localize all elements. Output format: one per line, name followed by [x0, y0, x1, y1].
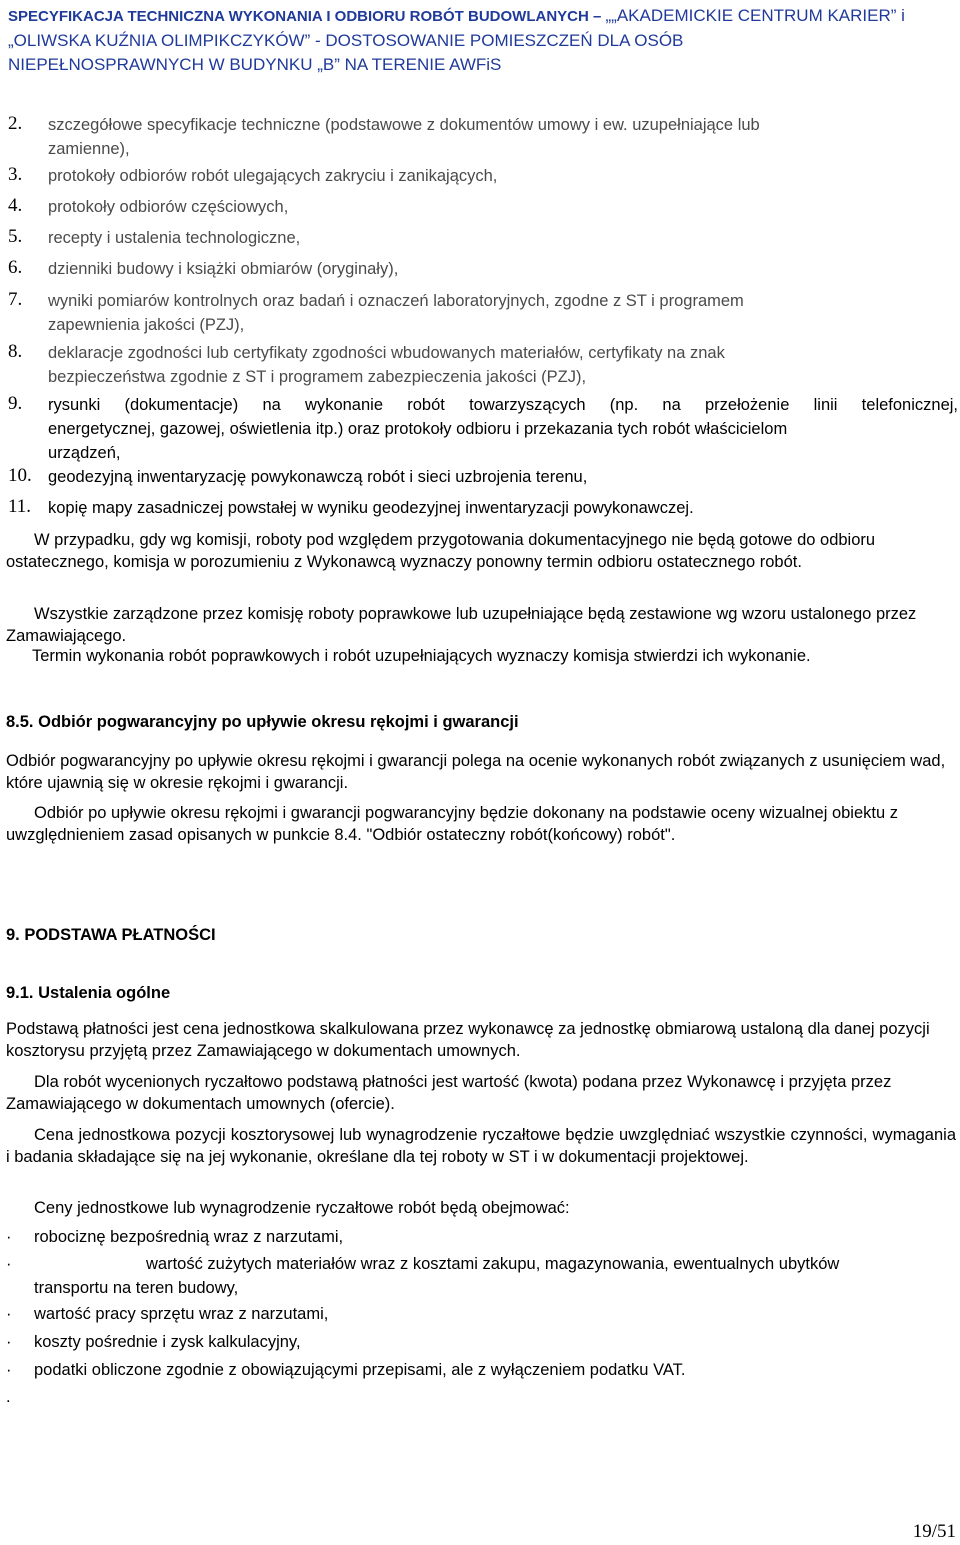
- list-number: 9.: [8, 393, 23, 414]
- header-line-2: „OLIWSKA KUŹNIA OLIMPIKCZYKÓW” - DOSTOSOWANIE POMIESZCZEŃ DLA OSÓB: [8, 31, 684, 50]
- paragraph: Dla robót wycenionych ryczałtowo podstawą płatności jest wartość (kwota) podana przez Wykonawcę i przyjęta przez Zamawiającego w dokumentach umownych (ofercie).: [6, 1073, 892, 1113]
- header-title-rest: „„AKADEMICKIE CENTRUM KARIER” i: [605, 6, 905, 25]
- paragraph: Podstawą płatności jest cena jednostkowa skalkulowana przez wykonawcę za jednostkę obmiarową ustaloną dla danej pozycji kosztorysu przyjętą przez Zamawiającego w dokumentach umownych.: [6, 1020, 930, 1060]
- list-text: kopię mapy zasadniczej powstałej w wyniku geodezyjnej inwentaryzacji powykonawczej.: [48, 499, 694, 517]
- document-header: [8, 4, 956, 77]
- paragraph: Odbiór po upływie okresu rękojmi i gwarancji pogwarancyjny będzie dokonany na podstawie oceny wizualnej obiektu z uwzględnieniem zasad opisanych w punkcie 8.4. "Odbiór ostateczny robót(końcowy) robót".: [6, 804, 898, 844]
- list-number: 7.: [8, 289, 23, 310]
- list-text: protokoły odbiorów robót ulegających zakryciu i zanikających,: [48, 167, 498, 185]
- paragraph: Cena jednostkowa pozycji kosztorysowej lub wynagrodzenie ryczałtowe będzie uwzględniać wszystkie czynności, wymagania i badania składające się na jej wykonanie, określane dla tej roboty w ST i w dokumentacji projektowej.: [6, 1126, 956, 1166]
- list-number: 4.: [8, 195, 23, 216]
- list-text: wyniki pomiarów kontrolnych oraz badań i oznaczeń laboratoryjnych, zgodne z ST i programem zapewnienia jakości (PZJ),: [48, 292, 744, 334]
- page-number: 19/51: [912, 1521, 956, 1542]
- list-number: 2.: [8, 113, 23, 134]
- bullet-text: koszty pośrednie i zysk kalkulacyjny,: [34, 1333, 301, 1351]
- bullet-marker: ·: [6, 1333, 12, 1351]
- paragraph: Wszystkie zarządzone przez komisję roboty poprawkowe lub uzupełniające będą zestawione wg wzoru ustalonego przez Zamawiającego.: [6, 605, 917, 645]
- list-text: dzienniki budowy i książki obmiarów (oryginały),: [48, 260, 399, 278]
- paragraph: Ceny jednostkowe lub wynagrodzenie ryczałtowe robót będą obejmować:: [34, 1199, 570, 1217]
- list-number: 6.: [8, 257, 23, 278]
- header-line-3: NIEPEŁNOSPRAWNYCH W BUDYNKU „B” NA TERENIE AWFiS: [8, 55, 502, 74]
- list-text: szczegółowe specyfikacje techniczne (podstawowe z dokumentów umowy i ew. uzupełniające lub zamienne),: [48, 116, 760, 158]
- bullet-text: wartość pracy sprzętu wraz z narzutami,: [34, 1305, 329, 1323]
- section-heading: 9. PODSTAWA PŁATNOŚCI: [6, 926, 216, 944]
- header-title-bold: SPECYFIKACJA TECHNICZNA WYKONANIA I ODBIORU ROBÓT BUDOWLANYCH –: [8, 8, 606, 25]
- bullet-text: wartość zużytych materiałów wraz z kosztami zakupu, magazynowania, ewentualnych ubytków transportu na teren budowy,: [34, 1255, 840, 1297]
- paragraph: W przypadku, gdy wg komisji, roboty pod względem przygotowania dokumentacyjnego nie będą gotowe do odbioru ostatecznego, komisja w porozumieniu z Wykonawcą wyznaczy ponowny termin odbioru ostatecznego robót.: [6, 531, 876, 571]
- list-text: recepty i ustalenia technologiczne,: [48, 229, 301, 247]
- bullet-text: robociznę bezpośrednią wraz z narzutami,: [34, 1228, 344, 1246]
- bullet-marker: ·: [6, 1305, 12, 1323]
- list-number: 10.: [8, 465, 32, 486]
- paragraph: Odbiór pogwarancyjny po upływie okresu rękojmi i gwarancji polega na ocenie wykonanych robót związanych z usunięciem wad, które ujawnią się w okresie rękojmi i gwarancji.: [6, 752, 946, 792]
- list-number: 11.: [8, 496, 32, 517]
- bullet-marker: ·: [6, 1228, 12, 1246]
- bullet-marker: ·: [6, 1255, 12, 1273]
- list-number: 5.: [8, 226, 23, 247]
- list-text: deklaracje zgodności lub certyfikaty zgodności wbudowanych materiałów, certyfikaty na znak bezpieczeństwa zgodnie z ST i programem zabezpieczenia jakości (PZJ),: [48, 344, 725, 386]
- list-number: 3.: [8, 164, 23, 185]
- list-text: geodezyjną inwentaryzację powykonawczą robót i sieci uzbrojenia terenu,: [48, 468, 588, 486]
- bullet-marker: ·: [6, 1361, 12, 1379]
- list-text: rysunki (dokumentacje) na wykonanie robót towarzyszących (np. na przełożenie linii telefonicznej, energetycznej, gazowej, oświetlenia itp.) oraz protokoły odbioru i przekazania tych robót właścicielom urządzeń,: [48, 396, 958, 462]
- section-heading: 9.1. Ustalenia ogólne: [6, 984, 171, 1002]
- bullet-marker: .: [6, 1388, 11, 1406]
- list-text: protokoły odbiorów częściowych,: [48, 198, 289, 216]
- paragraph: Termin wykonania robót poprawkowych i robót uzupełniających wyznaczy komisja stwierdzi ich wykonanie.: [32, 647, 811, 665]
- list-number: 8.: [8, 341, 23, 362]
- bullet-text: podatki obliczone zgodnie z obowiązującymi przepisami, ale z wyłączeniem podatku VAT.: [34, 1361, 686, 1379]
- section-heading: 8.5. Odbiór pogwarancyjny po upływie okresu rękojmi i gwarancji: [6, 713, 519, 731]
